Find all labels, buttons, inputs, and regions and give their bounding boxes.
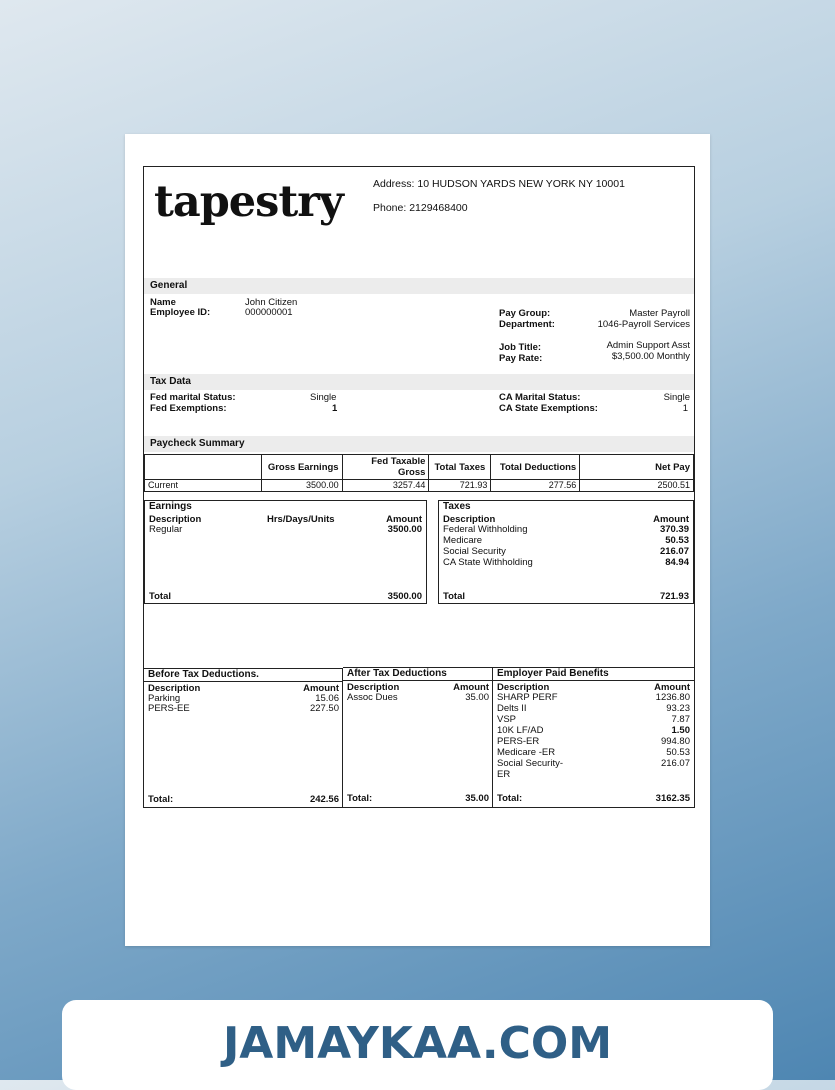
employer-benefits-total-label: Total: xyxy=(497,793,523,804)
employer-benefits-item-description: Delts II xyxy=(497,703,527,714)
taxes-total-row xyxy=(443,591,689,602)
taxes-item-amount: 216.07 xyxy=(659,546,689,557)
taxes-total-label: Total xyxy=(443,591,465,602)
summary-net-pay-value: 2500.51 xyxy=(580,480,694,492)
fed-exemptions-value: 1 xyxy=(332,403,338,414)
after-tax-box xyxy=(342,668,493,807)
earnings-col-units: Hrs/Days/Units xyxy=(267,514,335,525)
employer-benefits-item-description: Medicare -ER xyxy=(497,747,556,758)
pay-rate-value: $3,500.00 Monthly xyxy=(611,351,690,362)
after-tax-item-amount: 35.00 xyxy=(465,692,489,703)
summary-current-row xyxy=(145,480,694,492)
employer-benefits-col-amount: Amount xyxy=(654,682,690,693)
earnings-col-description: Description xyxy=(149,514,202,525)
taxes-item-description: Federal Withholding xyxy=(443,524,528,535)
pay-group-value: Master Payroll xyxy=(629,308,690,319)
before-tax-title: Before Tax Deductions. xyxy=(144,669,343,682)
summary-gross-value: 3500.00 xyxy=(261,480,342,492)
after-tax-item-description: Assoc Dues xyxy=(347,692,398,703)
job-title-value: Admin Support Asst xyxy=(606,340,690,351)
ca-exemptions-value: 1 xyxy=(682,403,688,414)
taxes-item-description: Social Security xyxy=(443,546,506,557)
tax-data-section-title: Tax Data xyxy=(144,374,694,390)
fed-marital-label: Fed marital Status: xyxy=(150,392,236,403)
employer-benefits-item-amount: 994.80 xyxy=(660,736,690,747)
department-label: Department: xyxy=(499,319,555,330)
employee-id-value: 000000001 xyxy=(245,307,293,318)
paystub-page xyxy=(125,134,710,946)
before-tax-col-description: Description xyxy=(148,683,201,694)
taxes-row xyxy=(443,535,689,546)
employer-benefits-item-amount: 7.87 xyxy=(671,714,690,725)
summary-header-row xyxy=(145,455,694,480)
summary-header-blank xyxy=(145,455,262,480)
earnings-item-amount: 3500.00 xyxy=(387,524,422,535)
employer-benefits-col-description: Description xyxy=(497,682,550,693)
taxes-row xyxy=(443,524,689,535)
paycheck-summary-table xyxy=(144,454,694,492)
summary-total-taxes-value: 721.93 xyxy=(429,480,491,492)
summary-header-net-pay: Net Pay xyxy=(580,455,694,480)
general-section-title: General xyxy=(144,278,694,294)
after-tax-total-row xyxy=(347,793,489,804)
job-title-label: Job Title: xyxy=(499,342,542,353)
taxes-total-value: 721.93 xyxy=(659,591,689,602)
employer-benefits-item-amount: 1.50 xyxy=(671,725,690,736)
before-tax-item-amount: 227.50 xyxy=(309,703,339,714)
watermark-banner xyxy=(62,1000,773,1090)
employer-benefits-item-description: Social Security- xyxy=(497,758,563,769)
employer-benefits-title: Employer Paid Benefits xyxy=(493,667,694,681)
fed-marital-value: Single xyxy=(310,392,337,403)
after-tax-total-label: Total: xyxy=(347,793,373,804)
taxes-item-amount: 370.39 xyxy=(659,524,689,535)
employer-benefits-item-description: ER xyxy=(497,769,511,780)
employer-benefits-row xyxy=(497,714,690,725)
taxes-col-description: Description xyxy=(443,514,496,525)
taxes-item-description: Medicare xyxy=(443,535,483,546)
earnings-total-row xyxy=(149,591,422,602)
before-tax-item-description: PERS-EE xyxy=(148,703,190,714)
summary-header-total-taxes: Total Taxes xyxy=(429,455,491,480)
before-tax-box xyxy=(144,668,343,807)
taxes-title: Taxes xyxy=(439,501,693,513)
after-tax-title: After Tax Deductions xyxy=(343,667,493,681)
company-logo: tapestry xyxy=(154,177,343,227)
employer-benefits-row xyxy=(497,703,690,714)
company-address: Address: 10 HUDSON YARDS NEW YORK NY 10001 xyxy=(373,178,625,190)
summary-total-deductions-value: 277.56 xyxy=(491,480,580,492)
employer-benefits-total-row xyxy=(497,793,690,804)
taxes-col-amount: Amount xyxy=(653,514,689,525)
taxes-item-amount: 50.53 xyxy=(665,535,689,546)
ca-marital-value: Single xyxy=(663,392,690,403)
earnings-title: Earnings xyxy=(145,501,426,513)
summary-header-total-deductions: Total Deductions xyxy=(491,455,580,480)
after-tax-total-value: 35.00 xyxy=(465,793,489,804)
after-tax-row xyxy=(347,692,489,703)
before-tax-item-description: Parking xyxy=(148,693,181,704)
employer-benefits-item-amount: 93.23 xyxy=(666,703,690,714)
summary-row-label: Current xyxy=(145,480,262,492)
taxes-row xyxy=(443,557,689,568)
employer-benefits-item-description: SHARP PERF xyxy=(497,692,558,703)
summary-header-gross: Gross Earnings xyxy=(261,455,342,480)
employer-benefits-item-amount: 216.07 xyxy=(660,758,690,769)
employer-benefits-item-amount: 50.53 xyxy=(666,747,690,758)
pay-group-label: Pay Group: xyxy=(499,308,551,319)
employer-benefits-row xyxy=(497,725,690,736)
paycheck-summary-title: Paycheck Summary xyxy=(144,436,694,452)
taxes-row xyxy=(443,546,689,557)
employer-benefits-item-description: VSP xyxy=(497,714,517,725)
earnings-row xyxy=(149,524,422,535)
after-tax-col-amount: Amount xyxy=(453,682,489,693)
earnings-total-label: Total xyxy=(149,591,171,602)
taxes-item-amount: 84.94 xyxy=(665,557,689,568)
before-tax-col-amount: Amount xyxy=(303,683,339,694)
ca-exemptions-label: CA State Exemptions: xyxy=(499,403,598,414)
watermark-brand: JAMAYKAA.COM xyxy=(222,1018,613,1069)
department-value: 1046-Payroll Services xyxy=(597,319,690,330)
fed-exemptions-label: Fed Exemptions: xyxy=(150,403,227,414)
before-tax-item-amount: 15.06 xyxy=(315,693,339,704)
employer-benefits-item-description: 10K LF/AD xyxy=(497,725,544,736)
employer-benefits-item-amount: 1236.80 xyxy=(655,692,690,703)
name-value: John Citizen xyxy=(245,297,298,308)
company-phone: Phone: 2129468400 xyxy=(373,202,468,214)
employer-benefits-row xyxy=(497,692,690,703)
taxes-item-description: CA State Withholding xyxy=(443,557,533,568)
name-label: Name xyxy=(150,297,176,308)
pay-rate-label: Pay Rate: xyxy=(499,353,543,364)
ca-marital-label: CA Marital Status: xyxy=(499,392,581,403)
before-tax-total-label: Total: xyxy=(148,794,174,805)
employer-benefits-row xyxy=(497,736,690,747)
after-tax-col-description: Description xyxy=(347,682,400,693)
employer-benefits-row xyxy=(497,758,690,769)
before-tax-row xyxy=(148,703,339,714)
employer-benefits-row xyxy=(497,747,690,758)
earnings-box xyxy=(144,500,427,604)
paystub-document xyxy=(143,166,695,808)
employer-benefits-total-value: 3162.35 xyxy=(655,793,690,804)
summary-header-fed-taxable: Fed Taxable Gross xyxy=(342,455,429,480)
earnings-col-amount: Amount xyxy=(386,514,422,525)
employer-benefits-item-description: PERS-ER xyxy=(497,736,540,747)
employer-benefits-box xyxy=(492,668,694,807)
before-tax-total-value: 242.56 xyxy=(309,794,339,805)
earnings-item-description: Regular xyxy=(149,524,183,535)
employer-benefits-row xyxy=(497,769,690,780)
earnings-total-value: 3500.00 xyxy=(387,591,422,602)
before-tax-total-row xyxy=(148,794,339,805)
employee-id-label: Employee ID: xyxy=(150,307,211,318)
summary-fed-taxable-value: 3257.44 xyxy=(342,480,429,492)
taxes-box xyxy=(438,500,694,604)
